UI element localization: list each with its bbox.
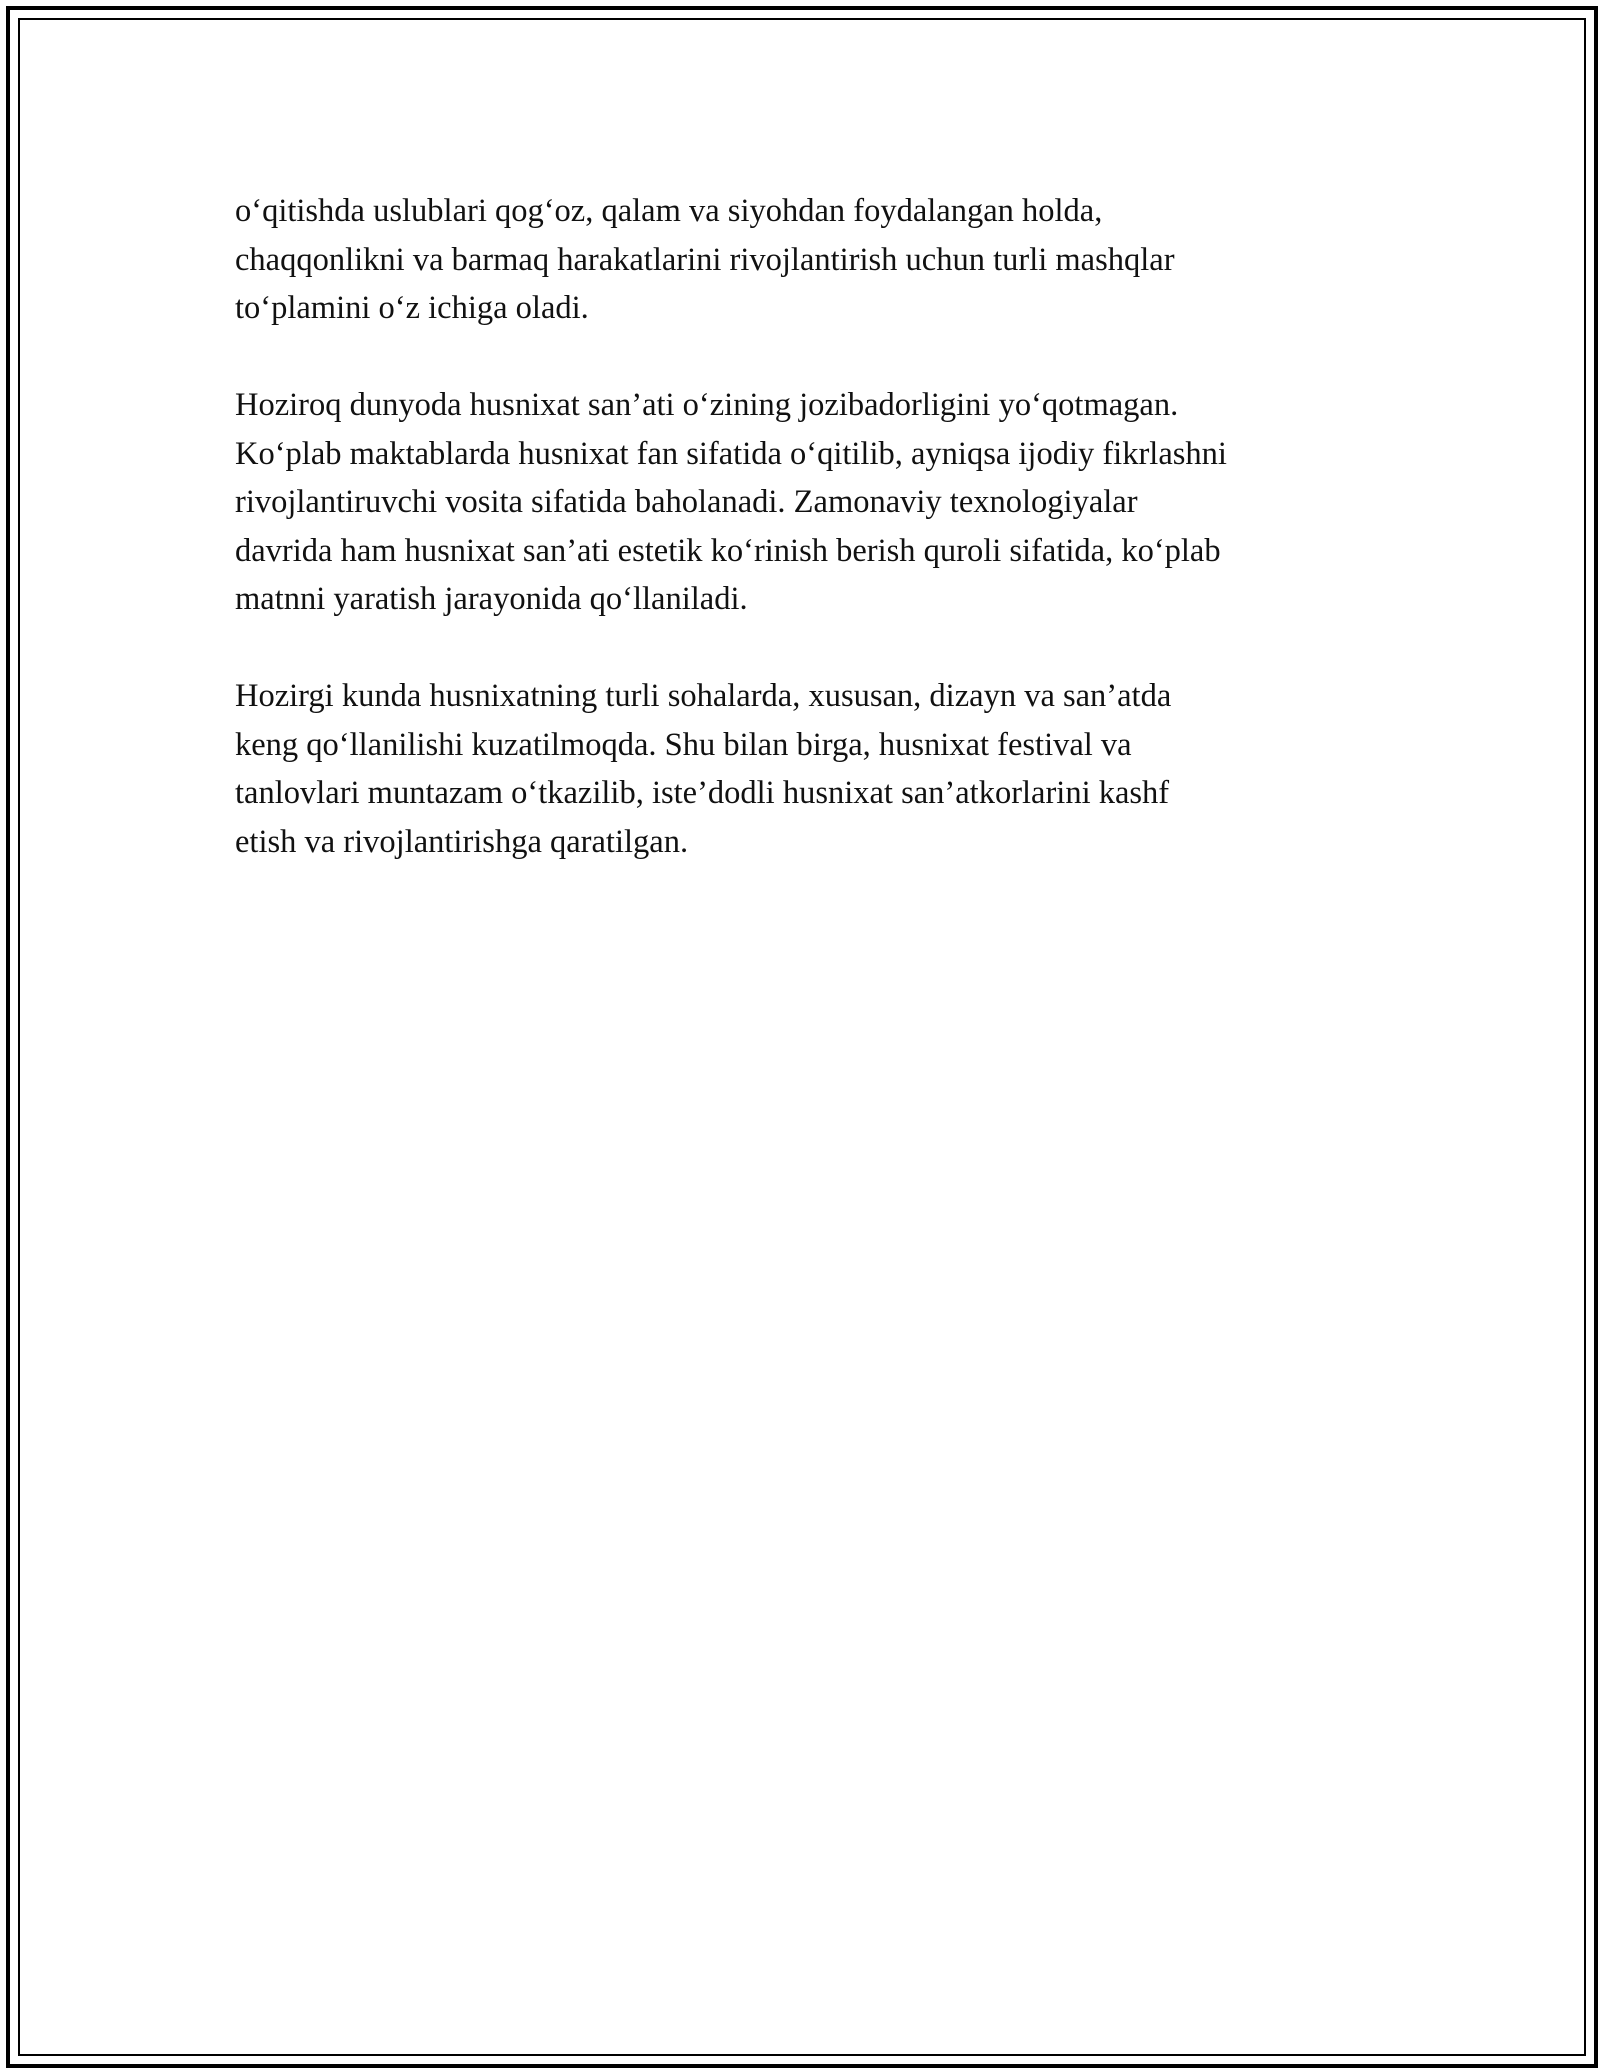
paragraph-3: Hozirgi kunda husnixatning turli sohalarda, xususan, dizayn va san’atda keng qo‘llanilishi kuzatilmoqda. Shu bilan birga, husnixat festival va tanlovlari muntazam o‘tkazilib, iste’dodli husnixat san’atkorlarini kashf etish va rivojlantirishga qaratilgan. <box>235 678 1172 860</box>
document-body <box>235 187 1365 915</box>
paragraph-1: o‘qitishda uslublari qog‘oz, qalam va siyohdan foydalangan holda, chaqqonlikni va barmaq harakatlarini rivojlantirish uchun turli mashqlar to‘plamini o‘z ichiga oladi. <box>235 193 1175 326</box>
paragraph-2: Hoziroq dunyoda husnixat san’ati o‘zining jozibadorligini yo‘qotmagan. Ko‘plab maktablarda husnixat fan sifatida o‘qitilib, ayniqsa ijodiy fikrlashni rivojlantiruvchi vosita sifatida baholanadi. Zamonaviy texnologiyalar davrida ham husnixat san’ati estetik ko‘rinish berish quroli sifatida, ko‘plab matnni yaratish jarayonida qo‘llaniladi. <box>235 387 1227 617</box>
